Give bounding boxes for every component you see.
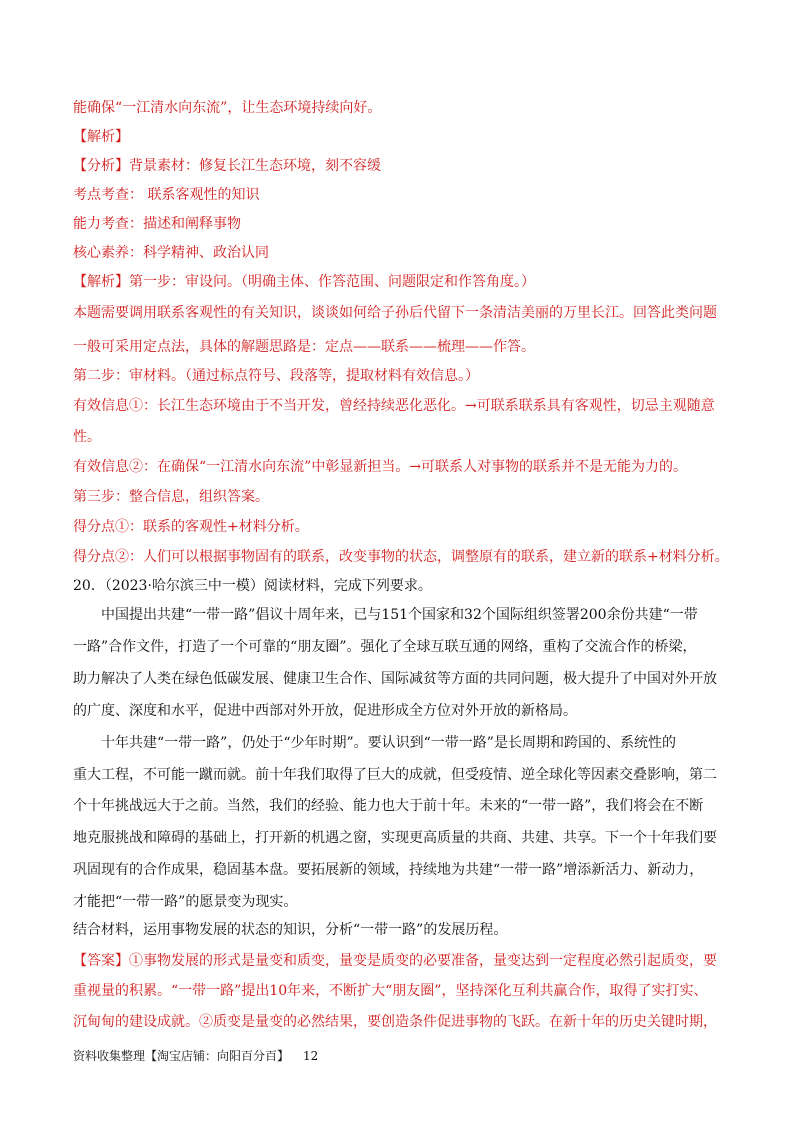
text-line: 有效信息②：在确保“一江清水向东流”中彰显新担当。→可联系人对事物的联系并不是无能为力的。 xyxy=(73,459,688,475)
text-line: 【解析】第一步：审设问。（明确主体、作答范围、问题限定和作答角度。） xyxy=(73,274,535,290)
text-line: 得分点①：联系的客观性+材料分析。 xyxy=(73,519,309,535)
answer-line: 【答案】①事物发展的形式是量变和质变，量变是质变的必要准备，量变达到一定程度必然引起质变，要 xyxy=(73,953,717,969)
material-line: 才能把“一带一路”的愿景变为现实。 xyxy=(73,894,298,910)
answer-line: 沉甸甸的建设成就。②质变是量变的必然结果，要创造条件促进事物的飞跃。在新十年的历史关键时期， xyxy=(73,1014,717,1030)
text-line: 能确保“一江清水向东流”，让生态环境持续向好。 xyxy=(73,100,382,116)
text-line: 性。 xyxy=(73,429,101,445)
text-line: 能力考查：描述和阐释事物 xyxy=(73,216,241,232)
text-line: 【分析】背景素材：修复长江生态环境，刻不容缓 xyxy=(73,158,381,174)
text-line: 一般可采用定点法，具体的解题思路是：定点——联系——梳理——作答。 xyxy=(73,339,535,355)
answer-line: 重视量的积累。“一带一路”提出10年来，不断扩大“朋友圈”，坚持深化互利共赢合作，取得了实打实、 xyxy=(73,983,708,999)
text-line: 得分点②：人们可以根据事物固有的联系，改变事物的状态，调整原有的联系，建立新的联系+材料分析。 xyxy=(73,549,729,565)
question-header: 20．（2023·哈尔滨三中一模）阅读材料，完成下列要求。 xyxy=(73,578,432,594)
analysis-heading: 【解析】 xyxy=(73,129,129,145)
page-number: 12 xyxy=(303,1049,319,1063)
page-footer xyxy=(73,1048,318,1064)
text-line: 考点考查： 联系客观性的知识 xyxy=(73,187,260,203)
material-line: 中国提出共建“一带一路”倡议十周年来，已与151个国家和32个国际组织签署200余份共建“一带 xyxy=(101,607,698,623)
text-line: 第三步：整合信息，组织答案。 xyxy=(73,489,269,505)
footer-source: 资料收集整理【淘宝店铺：向阳百分百】 xyxy=(73,1049,290,1063)
question-prompt: 结合材料，运用事物发展的状态的知识，分析“一带一路”的发展历程。 xyxy=(73,922,508,938)
material-line: 重大工程，不可能一蹴而就。前十年我们取得了巨大的成就，但受疫情、逆全球化等因素交叠影响，第二 xyxy=(73,767,717,783)
material-line: 巩固现有的合作成果，稳固基本盘。要拓展新的领域，持续地为共建“一带一路”增添新活力、新动力， xyxy=(73,862,704,878)
text-line: 核心素养：科学精神、政治认同 xyxy=(73,245,269,261)
material-line: 助力解决了人类在绿色低碳发展、健康卫生合作、国际减贫等方面的共同问题，极大提升了中国对外开放 xyxy=(73,671,717,687)
text-line: 本题需要调用联系客观性的有关知识，谈谈如何给子孙后代留下一条清洁美丽的万里长江。回答此类问题 xyxy=(73,305,717,321)
material-line: 个十年挑战远大于之前。当然，我们的经验、能力也大于前十年。未来的“一带一路”，我们将会在不断 xyxy=(73,798,704,814)
text-line: 第二步：审材料。（通过标点符号、段落等，提取材料有效信息。） xyxy=(73,368,479,384)
material-line: 地克服挑战和障碍的基础上，打开新的机遇之窗，实现更高质量的共商、共建、共享。下一个十年我们要 xyxy=(73,830,717,846)
material-line: 的广度、深度和水平，促进中西部对外开放，促进形成全方位对外开放的新格局。 xyxy=(73,703,577,719)
text-line: 有效信息①：长江生态环境由于不当开发，曾经持续恶化恶化。→可联系联系具有客观性，切忌主观随意 xyxy=(73,398,715,414)
material-line: 十年共建“一带一路”，仍处于“少年时期”。要认识到“一带一路”是长周期和跨国的、系统性的 xyxy=(101,735,676,751)
material-line: 一路”合作文件，打造了一个可靠的“朋友圈”。强化了全球互联互通的网络，重构了交流合作的桥梁， xyxy=(73,639,697,655)
